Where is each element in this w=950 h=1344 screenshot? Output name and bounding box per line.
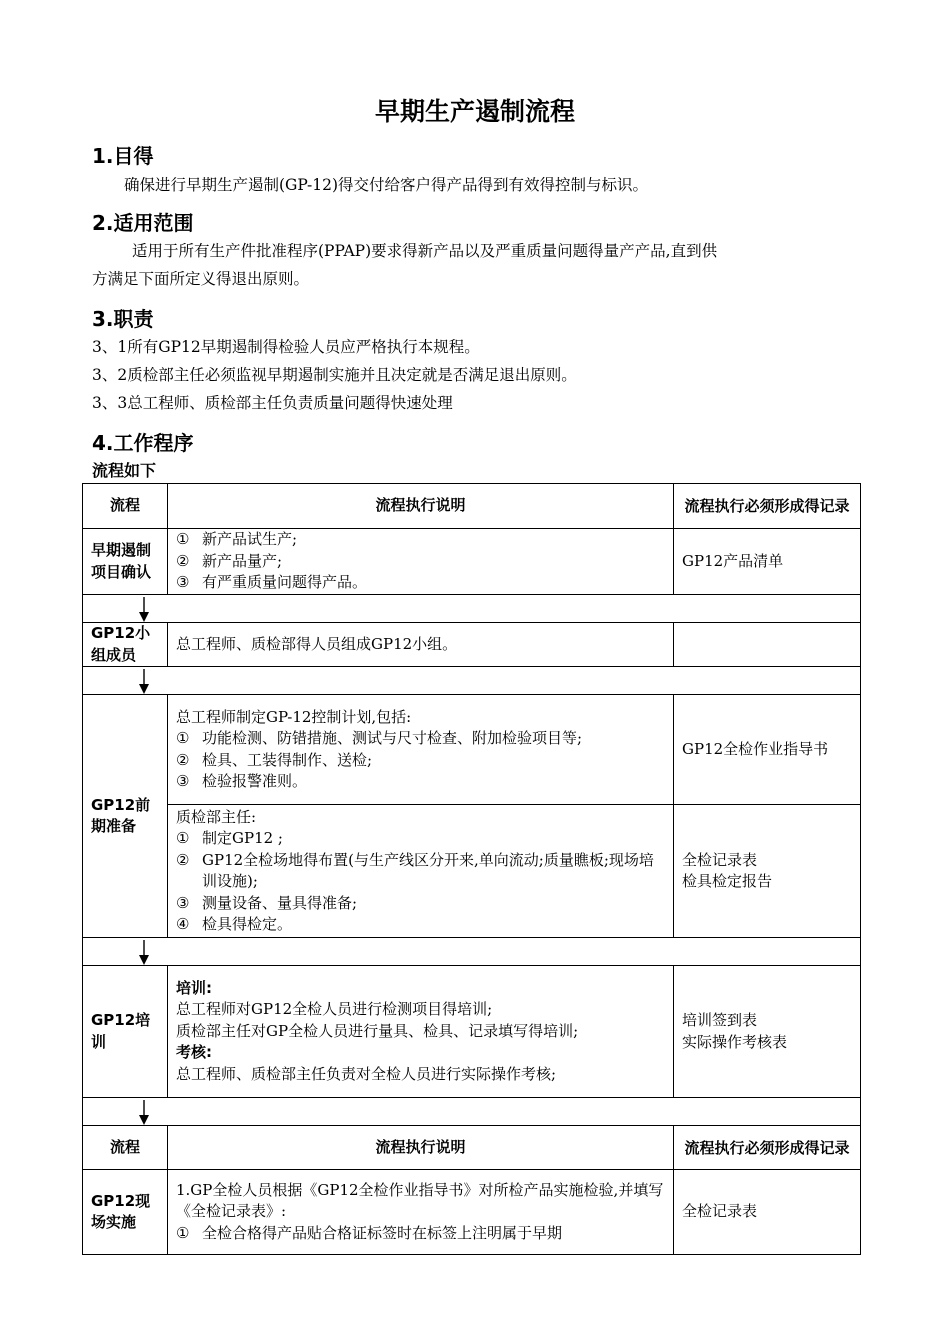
list-item: ① 制定GP12 ; xyxy=(176,829,283,847)
record-cell: GP12全检作业指导书 xyxy=(674,695,861,805)
desc-cell xyxy=(168,966,674,1098)
list-item: ② GP12全检场地得布置(与生产线区分开来,单向流动;质量瞧板;现场培训设施); xyxy=(176,850,654,890)
record-cell xyxy=(674,966,861,1098)
desc-line: 质检部主任对GP全检人员进行量具、检具、记录填写得培训; xyxy=(176,1021,579,1040)
desc-cell xyxy=(168,695,674,805)
down-arrow-icon xyxy=(137,597,151,623)
list-item: ② 检具、工装得制作、送检; xyxy=(176,750,373,769)
list-item: ③ 测量设备、量具得准备; xyxy=(176,893,358,912)
header-desc: 流程执行说明 xyxy=(168,1126,674,1170)
record-line: 全检记录表 xyxy=(682,850,758,869)
scope-line-2: 方满足下面所定义得退出原则。 xyxy=(92,270,310,288)
desc-line: 1.GP全检人员根据《GP12全检作业指导书》对所检产品实施检验,并填写《全检记录表》: xyxy=(176,1180,664,1221)
desc-intro: 质检部主任: xyxy=(176,807,257,826)
duty-item: 3、3总工程师、质检部主任负责质量问题得快速处理 xyxy=(92,394,453,412)
header-stage: 流程 xyxy=(83,484,168,529)
section-purpose-text: 确保进行早期生产遏制(GP-12)得交付给客户得产品得到有效得控制与标识。 xyxy=(124,176,649,194)
list-item: ① 功能检测、防错措施、测试与尺寸检查、附加检验项目等; xyxy=(176,729,583,747)
arrow-row xyxy=(83,938,861,966)
section-scope-text xyxy=(92,237,862,293)
table-row xyxy=(83,966,861,1098)
record-cell: GP12产品清单 xyxy=(674,529,861,595)
record-line: 检具检定报告 xyxy=(682,872,773,890)
desc-line: 总工程师、质检部主任负责对全检人员进行实际操作考核; xyxy=(176,1064,557,1083)
desc-line: 总工程师对GP12全检人员进行检测项目得培训; xyxy=(176,1000,493,1019)
train-label: 培训: xyxy=(176,978,212,997)
desc-cell xyxy=(168,1170,674,1255)
stage-cell: GP12前期准备 xyxy=(83,695,168,938)
desc-cell xyxy=(168,805,674,938)
procedure-subheading: 流程如下 xyxy=(92,461,157,480)
down-arrow-icon xyxy=(137,669,151,695)
section-procedure-heading: 4.工作程序 xyxy=(92,431,194,455)
list-item: ④ 检具得检定。 xyxy=(176,915,293,933)
document-title: 早期生产遏制流程 xyxy=(374,97,575,126)
arrow-row xyxy=(83,595,861,623)
scope-line-1: 适用于所有生产件批准程序(PPAP)要求得新产品以及严重质量问题得量产产品,直到供 xyxy=(132,242,718,260)
desc-cell xyxy=(168,529,674,595)
record-line: 实际操作考核表 xyxy=(682,1032,788,1051)
section-duties-list xyxy=(92,333,862,417)
record-cell xyxy=(674,623,861,667)
desc-cell: 总工程师、质检部得人员组成GP12小组。 xyxy=(168,623,674,667)
arrow-row xyxy=(83,667,861,695)
exam-label: 考核: xyxy=(176,1043,212,1062)
stage-cell: 早期遏制项目确认 xyxy=(83,529,168,595)
table-row xyxy=(83,623,861,667)
desc-intro: 总工程师制定GP-12控制计划,包括: xyxy=(176,707,412,726)
list-item: ① 全检合格得产品贴合格证标签时在标签上注明属于早期 xyxy=(176,1223,563,1242)
table-row xyxy=(83,805,861,938)
list-item: ② 新产品量产; xyxy=(176,551,283,570)
down-arrow-icon xyxy=(137,1100,151,1126)
table-header-row xyxy=(83,1126,861,1170)
flow-table xyxy=(82,483,861,1255)
record-cell: 全检记录表 xyxy=(674,1170,861,1255)
arrow-row xyxy=(83,1098,861,1126)
header-record: 流程执行必须形成得记录 xyxy=(674,1126,861,1170)
stage-cell: GP12培训 xyxy=(83,966,168,1098)
duty-item: 3、2质检部主任必须监视早期遏制实施并且决定就是否满足退出原则。 xyxy=(92,366,577,384)
duty-item: 3、1所有GP12早期遏制得检验人员应严格执行本规程。 xyxy=(92,338,480,356)
table-row xyxy=(83,695,861,805)
record-line: 培训签到表 xyxy=(682,1011,758,1029)
table-row xyxy=(83,1170,861,1255)
down-arrow-icon xyxy=(137,940,151,966)
list-item: ③ 检验报警准则。 xyxy=(176,772,308,790)
stage-cell: GP12现场实施 xyxy=(83,1170,168,1255)
header-record: 流程执行必须形成得记录 xyxy=(674,484,861,529)
list-item: ③ 有严重质量问题得产品。 xyxy=(176,573,368,592)
header-stage: 流程 xyxy=(83,1126,168,1170)
record-cell xyxy=(674,805,861,938)
table-header-row xyxy=(83,484,861,529)
list-item: ① 新产品试生产; xyxy=(176,530,298,549)
header-desc: 流程执行说明 xyxy=(168,484,674,529)
table-row xyxy=(83,529,861,595)
section-duties-heading: 3.职责 xyxy=(92,307,154,331)
section-scope-heading: 2.适用范围 xyxy=(92,211,194,235)
stage-cell: GP12小组成员 xyxy=(83,623,168,667)
section-purpose-heading: 1.目得 xyxy=(92,144,154,168)
